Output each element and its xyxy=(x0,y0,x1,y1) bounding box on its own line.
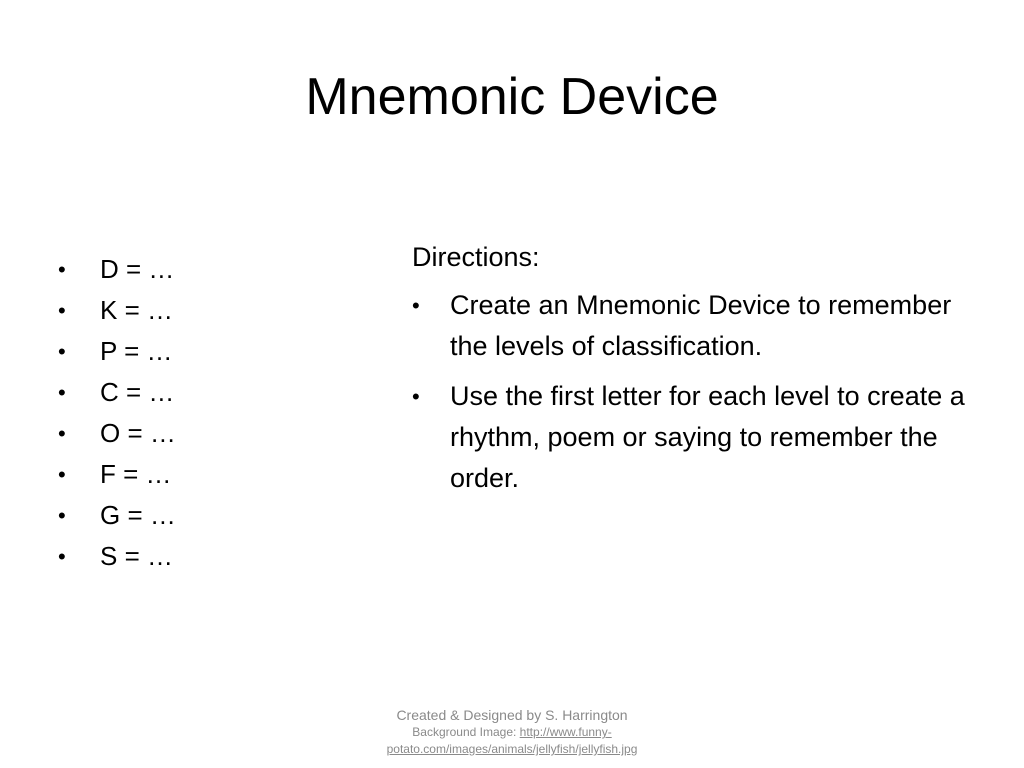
list-item-text: F = … xyxy=(100,459,172,489)
footer-credit: Created & Designed by S. Harrington xyxy=(396,707,628,723)
list-item xyxy=(58,495,176,536)
list-item-text: K = … xyxy=(100,295,173,325)
bullet-icon: • xyxy=(58,503,66,528)
classification-letter-list xyxy=(58,249,176,577)
list-item xyxy=(58,454,176,495)
bullet-icon: • xyxy=(412,293,420,318)
directions-heading: Directions: xyxy=(412,242,540,272)
list-item-text: S = … xyxy=(100,541,173,571)
list-item xyxy=(58,290,176,331)
bullet-icon: • xyxy=(58,462,66,487)
bullet-icon: • xyxy=(58,544,66,569)
list-item-text: D = … xyxy=(100,254,175,284)
list-item xyxy=(412,376,972,499)
list-item xyxy=(58,372,176,413)
list-item-text: P = … xyxy=(100,336,173,366)
list-item-text: O = … xyxy=(100,418,176,448)
list-item-text: C = … xyxy=(100,377,175,407)
list-item-text: G = … xyxy=(100,500,176,530)
list-item-text: Create an Mnemonic Device to remember the levels of classification. xyxy=(450,290,952,361)
list-item-text: Use the first letter for each level to create a rhythm, poem or saying to remember the order. xyxy=(450,381,965,493)
footer-background-credit xyxy=(312,724,712,758)
bullet-icon: • xyxy=(58,298,66,323)
slide-footer xyxy=(312,706,712,758)
bullet-icon: • xyxy=(412,384,420,409)
list-item xyxy=(412,285,972,367)
list-item xyxy=(58,331,176,372)
directions-block xyxy=(412,237,972,508)
footer-background-prefix: Background Image: xyxy=(412,725,520,739)
list-item xyxy=(58,413,176,454)
bullet-icon: • xyxy=(58,421,66,446)
background-image-link[interactable]: http://www.funny-potato.com/images/animals/jellyfish/jellyfish.jpg xyxy=(386,725,638,756)
bullet-icon: • xyxy=(58,380,66,405)
bullet-icon: • xyxy=(58,257,66,282)
directions-list xyxy=(412,285,972,499)
bullet-icon: • xyxy=(58,339,66,364)
list-item xyxy=(58,536,176,577)
slide-title: Mnemonic Device xyxy=(305,68,719,126)
list-item xyxy=(58,249,176,290)
